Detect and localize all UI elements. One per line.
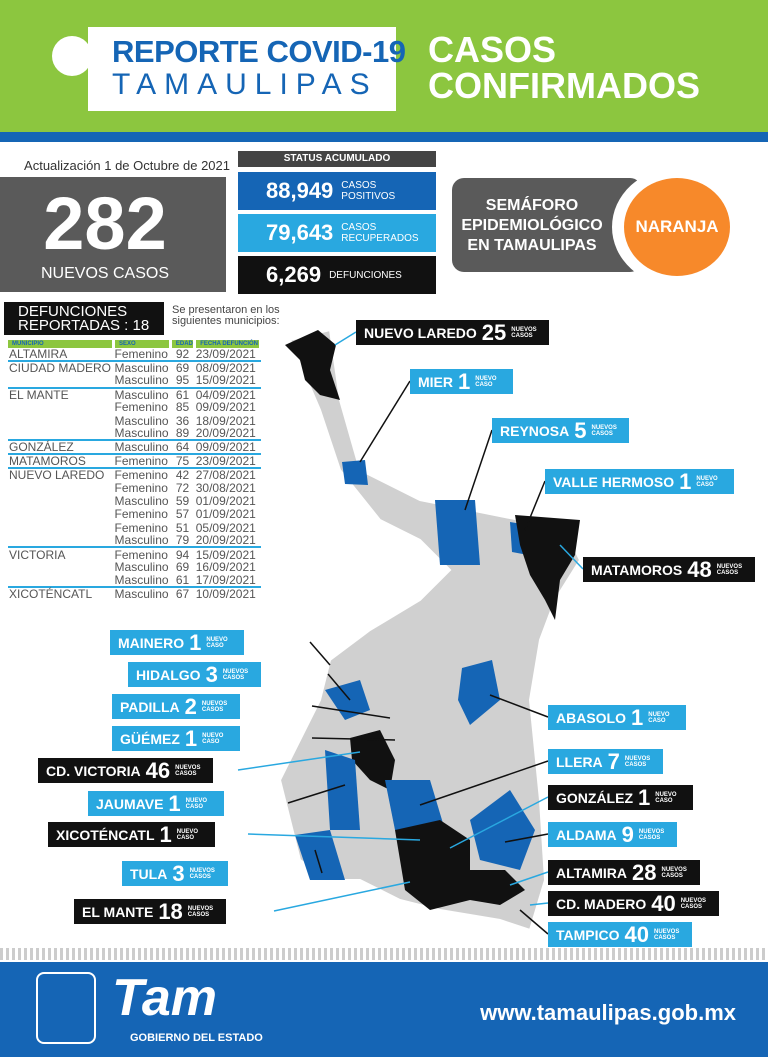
footer-divider [0,948,768,960]
cell: 69 [175,560,190,575]
municipality-name: NUEVO LAREDO [364,324,477,341]
cell: 10/09/2021 [195,587,261,600]
status-value: 79,643 [266,220,334,245]
cell: NUEVO LAREDO [8,468,114,481]
case-count: 1 [168,790,181,816]
municipality-label [88,791,224,816]
cell: 18/09/2021 [195,413,256,428]
cell: 79 [175,533,190,548]
status-label2: POSITIVOS [341,191,396,202]
cell: Femenino [114,520,168,535]
case-unit: NUEVOS CASOS [680,897,707,910]
deaths-note2: siguientes municipios: [172,315,280,327]
case-unit: NUEVOS CASOS [624,755,651,768]
municipality-name: GÜÉMEZ [120,730,180,747]
report-title: REPORTE COVID-19 [112,34,406,69]
semaforo-line2: EPIDEMIOLÓGICO [461,217,603,234]
municipality-name: HIDALGO [136,666,201,683]
cell: Femenino [114,507,168,522]
case-count: 1 [638,784,651,810]
municipality-label [110,630,244,655]
tam-logo: Tam [112,969,217,1027]
case-unit: NUEVOS CASOS [189,867,215,880]
municipality-name: CD. VICTORIA [46,762,141,779]
cell: Masculino [114,560,169,575]
municipality-name: GONZÁLEZ [556,789,633,806]
case-count: 7 [607,748,620,774]
case-count: 9 [621,821,634,847]
case-count: 1 [679,468,692,494]
municipality-name: LLERA [556,753,603,770]
cell: 42 [170,468,194,481]
case-count: 25 [481,319,507,345]
case-unit: NUEVO CASO [176,828,199,841]
case-count: 18 [158,898,183,924]
report-subtitle: TAMAULIPAS [112,68,378,101]
case-count: 40 [624,921,649,947]
heading-line2: CONFIRMADOS [428,65,700,106]
cell: 64 [170,440,194,454]
cell: 23/09/2021 [195,347,256,362]
municipality-name: JAUMAVE [96,795,164,812]
leader-line [465,430,492,510]
case-count: 46 [145,757,171,783]
case-unit: NUEVOS CASOS [187,905,214,918]
semaforo-level: NARANJA [624,178,730,276]
case-count: 3 [205,661,218,687]
municipality-name: TULA [130,865,168,882]
cell: 95 [175,373,190,388]
update-date: Actualización 1 de Octubre de 2021 [24,158,230,173]
case-count: 48 [687,556,712,582]
cell: Femenino [114,400,168,415]
case-unit: NUEVO CASO [202,732,224,745]
municipality-name: ALDAMA [556,826,617,843]
semaforo-line1: SEMÁFORO [485,197,579,214]
column-header: MUNICIPIO [8,340,114,348]
cell: 57 [175,507,190,522]
municipality-label [548,785,693,810]
municipality-name: ALTAMIRA [556,864,628,881]
cell: 20/09/2021 [195,533,256,548]
case-count: 1 [458,368,471,394]
cell: 20/09/2021 [195,426,256,441]
cell: GONZÁLEZ [8,440,114,454]
municipality-label [48,822,215,847]
municipality-name: VALLE HERMOSO [553,473,675,490]
map-reynosa [435,500,480,565]
cell: Masculino [114,494,169,509]
case-unit: NUEVOS CASOS [591,424,617,437]
cell: 69 [170,361,194,374]
cell: 67 [170,587,194,600]
case-unit: NUEVO CASO [475,375,497,388]
leader-line [274,882,410,911]
cell: Masculino [114,361,169,376]
municipality-label [492,418,629,443]
cell: VICTORIA [8,547,114,560]
status-value: 88,949 [266,178,334,203]
cell: 17/09/2021 [195,572,256,587]
leader-line [360,381,410,462]
municipality-label [410,369,513,394]
cell: 94 [170,547,194,560]
cell: Femenino [114,468,171,481]
cell: 61 [170,388,194,401]
cell: Femenino [114,481,168,496]
municipality-label [122,861,228,886]
cell: 51 [175,520,190,535]
cell: 15/09/2021 [195,373,256,388]
state-seal-logo [36,972,96,1044]
cell: 59 [175,494,190,509]
deaths-note1: Se presentaron en los [172,304,280,316]
cell: 72 [175,481,190,496]
cell: ALTAMIRA [9,347,68,362]
cell: 27/08/2021 [195,468,261,481]
municipality-label [548,860,700,885]
leader-line [335,332,356,345]
case-count: 5 [574,417,587,443]
status-label2: RECUPERADOS [341,233,419,244]
case-unit: NUEVOS CASOS [661,866,687,879]
cell: Femenino [114,547,171,560]
cell: Masculino [114,572,169,587]
case-count: 1 [159,821,172,847]
cell: Masculino [114,426,169,441]
municipality-name: ABASOLO [556,709,626,726]
cell: 01/09/2021 [195,494,256,509]
municipality-label [74,899,226,924]
case-unit: NUEVO CASO [655,791,677,804]
case-unit: NUEVO CASO [185,797,208,810]
cell: 15/09/2021 [195,547,261,560]
cell: Masculino [114,413,169,428]
municipality-name: XICOTÉNCATL [56,826,155,843]
case-unit: NUEVO CASO [206,636,228,649]
case-count: 3 [172,860,185,886]
cell: 92 [175,347,190,362]
case-unit: NUEVO CASO [648,711,670,724]
municipality-label [38,758,213,783]
cell: 09/09/2021 [195,400,256,415]
cell: Masculino [114,387,169,402]
status-title: STATUS ACUMULADO [238,151,436,167]
case-count: 40 [651,890,676,916]
heading-line1: CASOS [428,29,557,70]
municipality-label [548,749,663,774]
municipality-name: MATAMOROS [591,561,683,578]
cell: MATAMOROS [8,454,114,468]
status-value: 6,269 [266,262,322,287]
municipality-label [128,662,261,687]
case-count: 2 [184,693,197,719]
status-label1: CASOS [341,180,377,191]
cell: 89 [175,426,190,441]
case-unit: NUEVOS CASOS [638,828,665,841]
municipality-label [112,694,240,719]
case-unit: NUEVOS CASOS [716,563,743,576]
cell: 23/09/2021 [195,454,261,468]
new-cases-label: NUEVOS CASOS [40,265,170,282]
cell: CIUDAD MADERO [8,361,114,374]
cell: 01/09/2021 [195,507,256,522]
deaths-title2: REPORTADAS : 18 [18,317,150,334]
leader-line [310,642,330,665]
cell: Masculino [114,440,169,455]
municipality-label [583,557,755,582]
municipality-name: REYNOSA [500,422,570,439]
deaths-title1: DEFUNCIONES [18,303,128,320]
municipality-name: EL MANTE [82,903,154,920]
cell: Masculino [114,533,169,548]
website-link[interactable]: www.tamaulipas.gob.mx [480,1000,736,1025]
case-count: 1 [189,629,202,655]
municipality-label [548,891,719,916]
new-cases-value: 282 [43,182,167,265]
map-mier [342,460,368,485]
case-unit: NUEVOS CASOS [175,764,201,777]
municipality-label [548,822,677,847]
case-unit: NUEVOS CASOS [511,326,537,339]
municipality-label [112,726,240,751]
case-count: 1 [631,704,644,730]
cell: 36 [175,413,190,428]
case-count: 1 [184,725,198,751]
municipality-name: MIER [418,373,453,390]
tam-logo-subtitle: GOBIERNO DEL ESTADO [130,1032,263,1044]
cell: Femenino [114,347,168,362]
cell: 85 [175,400,190,415]
municipality-name: PADILLA [120,698,180,715]
municipality-label [548,705,686,730]
municipality-name: CD. MADERO [556,895,647,912]
case-unit: NUEVOS CASOS [222,668,249,681]
cell: Masculino [114,373,169,388]
column-header: FECHA DEFUNCIÓN [195,340,261,348]
cell: 04/09/2021 [195,388,261,401]
cell: Femenino [114,454,171,468]
cell: 16/09/2021 [195,560,256,575]
semaforo-line3: EN TAMAULIPAS [467,237,597,254]
municipality-name: MAINERO [118,634,185,651]
cell: 75 [170,454,194,468]
case-unit: NUEVOS CASOS [201,700,228,713]
case-unit: NUEVO CASO [696,475,718,488]
column-header: SEXO [114,340,171,348]
cell: 05/09/2021 [195,520,256,535]
status-label1: CASOS [341,222,377,233]
case-count: 28 [632,859,657,885]
cell: 08/09/2021 [195,361,261,374]
cell: 30/08/2021 [195,481,256,496]
status-label1: DEFUNCIONES [329,269,402,281]
cell: Masculino [114,587,169,602]
municipality-label [548,922,692,947]
municipality-label [545,469,734,494]
case-unit: NUEVOS CASOS [654,928,680,941]
cell: 61 [175,572,190,587]
municipality-name: TAMPICO [556,926,620,943]
column-header: EDAD [170,340,194,348]
cell: 09/09/2021 [195,440,261,454]
cell: XICOTÉNCATL [8,587,114,600]
municipality-label [356,320,549,345]
cell: EL MANTE [8,388,114,401]
